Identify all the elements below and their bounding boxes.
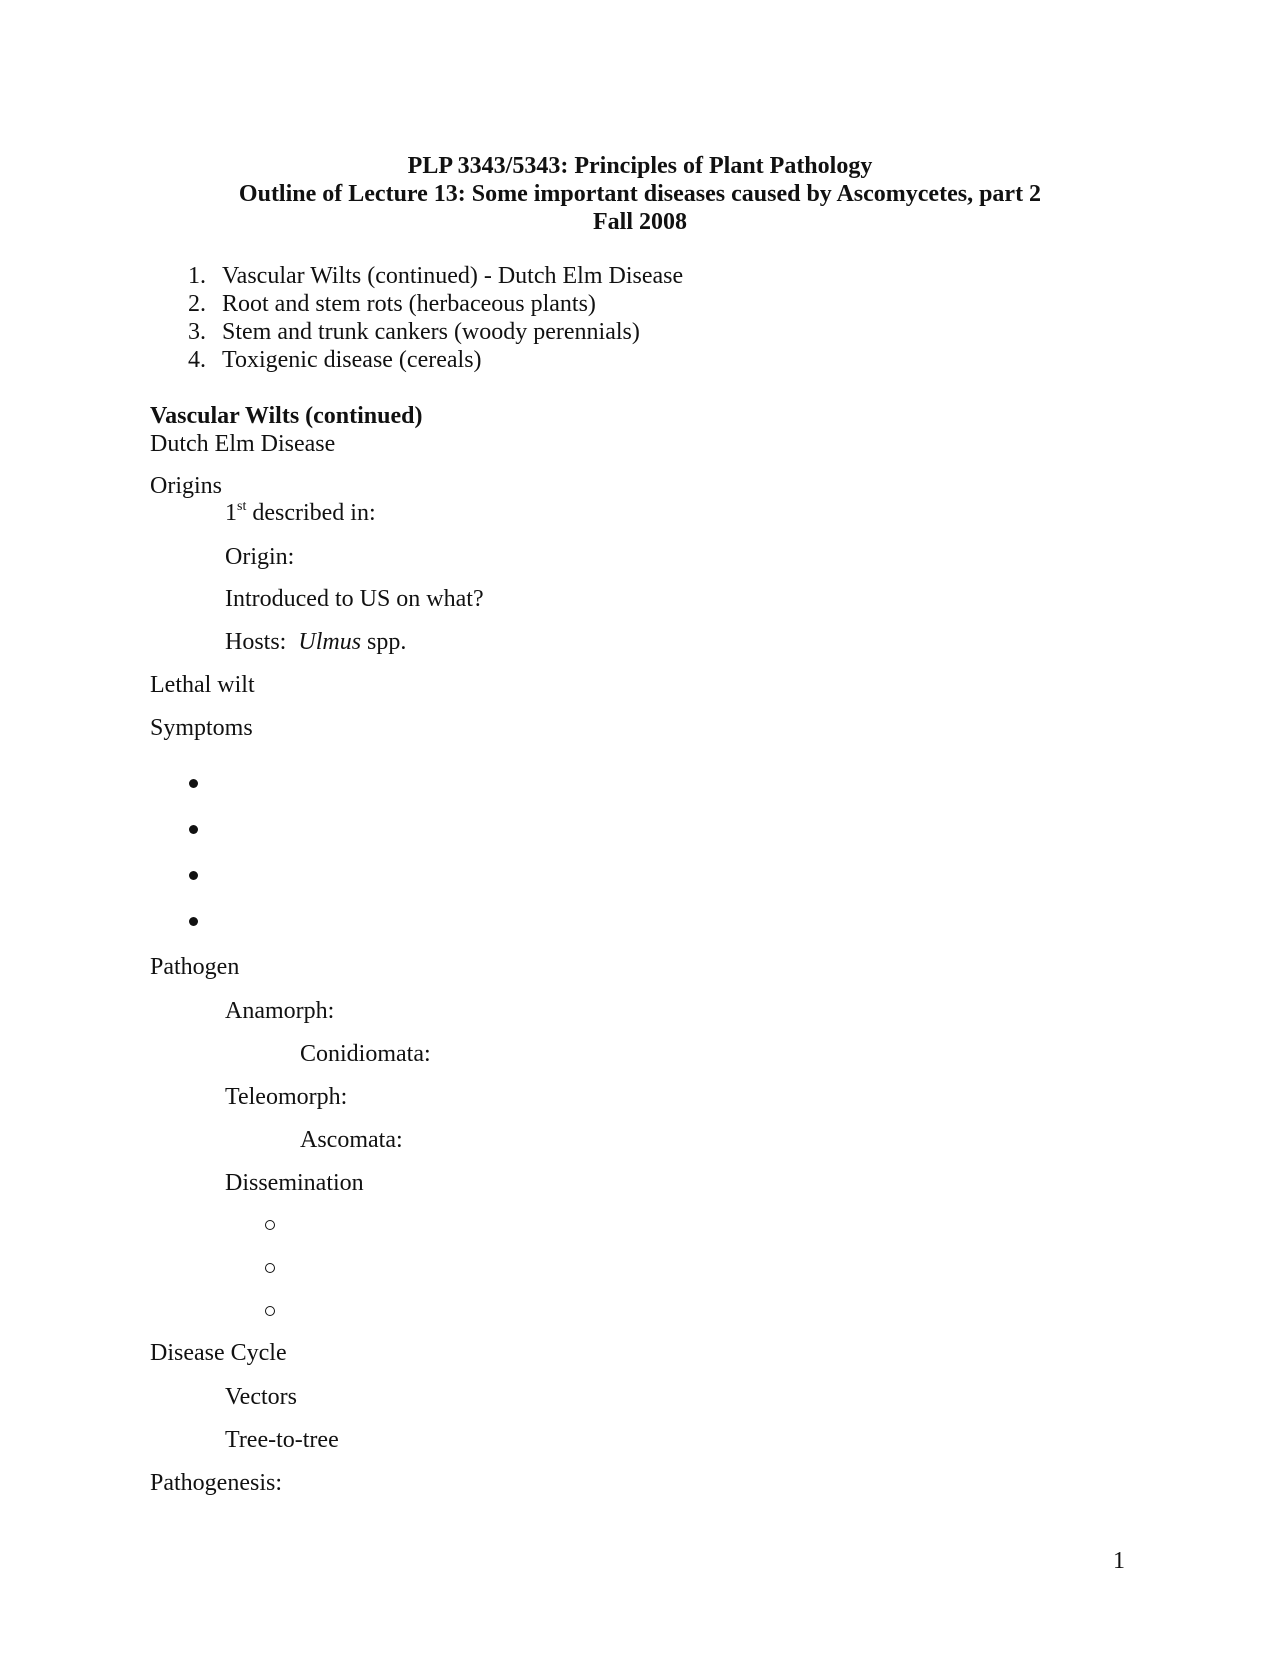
anamorph-label: Anamorph: <box>225 998 335 1024</box>
bullet-icon <box>189 779 198 788</box>
outline-item-2: 2. Root and stem rots (herbaceous plants) <box>188 291 596 317</box>
lecture-title: Outline of Lecture 13: Some important diseases caused by Ascomycetes, part 2 <box>238 181 1042 207</box>
hosts-label: Hosts: Ulmus spp. <box>225 629 407 655</box>
circle-bullet-icon <box>265 1220 275 1230</box>
outline-item-3: 3. Stem and trunk cankers (woody perennials) <box>188 319 640 345</box>
introduced-label: Introduced to US on what? <box>225 586 484 612</box>
pathogen-label: Pathogen <box>150 954 240 980</box>
term-title: Fall 2008 <box>593 209 687 235</box>
bullet-icon <box>189 871 198 880</box>
vectors-label: Vectors <box>225 1384 297 1410</box>
disease-cycle-label: Disease Cycle <box>150 1340 287 1366</box>
origins-label: Origins <box>150 473 222 499</box>
outline-item-1: 1. Vascular Wilts (continued) - Dutch Elm Disease <box>188 263 684 289</box>
first-described-label: 1st described in: <box>225 499 376 526</box>
circle-bullet-icon <box>265 1306 275 1316</box>
circle-bullet-icon <box>265 1263 275 1273</box>
bullet-icon <box>189 825 198 834</box>
page-number: 1 <box>1113 1548 1125 1574</box>
teleomorph-label: Teleomorph: <box>225 1084 348 1110</box>
ascomata-label: Ascomata: <box>300 1127 403 1153</box>
symptoms-label: Symptoms <box>150 715 253 741</box>
dissemination-label: Dissemination <box>225 1170 364 1196</box>
tree-to-tree-label: Tree-to-tree <box>225 1427 339 1453</box>
course-title: PLP 3343/5343: Principles of Plant Pathology <box>407 153 873 179</box>
section-subheading: Dutch Elm Disease <box>150 431 336 457</box>
section-heading: Vascular Wilts (continued) <box>150 403 423 429</box>
pathogenesis-label: Pathogenesis: <box>150 1470 282 1496</box>
lethal-wilt-label: Lethal wilt <box>150 672 255 698</box>
conidiomata-label: Conidiomata: <box>300 1041 431 1067</box>
outline-item-4: 4. Toxigenic disease (cereals) <box>188 347 482 373</box>
origin-label: Origin: <box>225 544 295 570</box>
bullet-icon <box>189 917 198 926</box>
